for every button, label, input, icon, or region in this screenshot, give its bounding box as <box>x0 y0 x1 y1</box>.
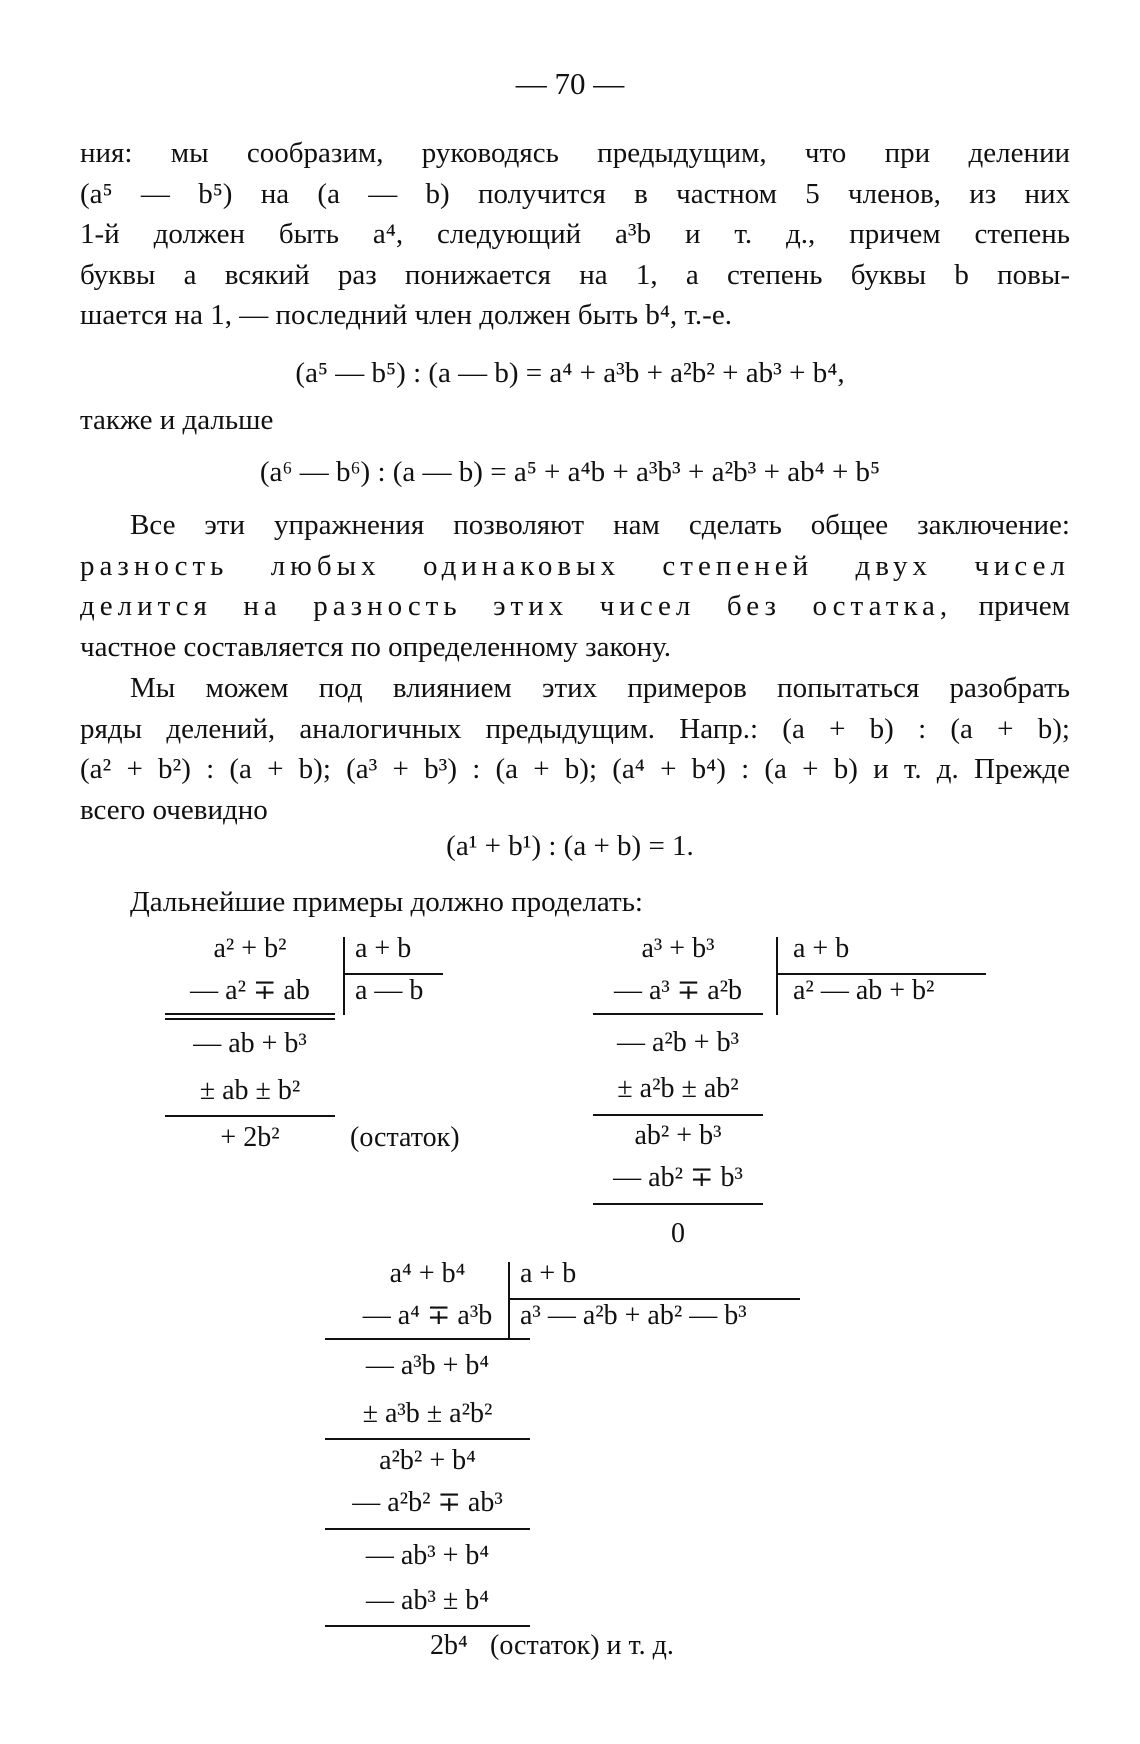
text-line: Все эти упражнения позволяют нам сделать общее заключение: <box>130 509 1070 541</box>
division-step: — a²b + b³ <box>616 1027 739 1058</box>
text-line <box>80 586 1070 627</box>
division-step: — ab + b³ <box>193 1028 307 1059</box>
quotient: a² — ab + b² <box>793 975 935 1006</box>
text-line: ния: мы сообразим, руководясь предыдущим, что при делении <box>80 137 1070 169</box>
rule-line <box>325 1438 530 1440</box>
division-step: — ab² ∓ b³ <box>613 1162 743 1193</box>
paragraph-1 <box>80 133 1070 336</box>
division-step: — a³b + b⁴ <box>365 1350 490 1381</box>
divisor: a + b <box>793 933 850 964</box>
conclusion-block <box>80 505 1070 667</box>
equation-3: (a¹ + b¹) : (a + b) = 1. <box>446 830 694 862</box>
division-step: — ab³ ± b⁴ <box>366 1585 489 1616</box>
paragraph-3 <box>80 668 1070 830</box>
divisor: a + b <box>355 933 412 964</box>
text-line: буквы a всякий раз понижается на 1, а степень буквы b повы- <box>80 258 1070 291</box>
division-step: — a² ∓ ab <box>190 975 310 1006</box>
dividend: a⁴ + b⁴ <box>389 1258 466 1289</box>
remainder-label: (остаток) и т. д. <box>490 1630 674 1661</box>
remainder: 2b⁴ <box>430 1630 468 1661</box>
divisor-bar <box>508 1262 510 1340</box>
rule-line <box>593 1013 763 1015</box>
division-step: — a³ ∓ a²b <box>613 975 743 1006</box>
remainder: + 2b² <box>220 1122 280 1153</box>
page-number: — 70 — <box>515 66 625 101</box>
text-line: Мы можем под влиянием этих примеров попытаться разобрать <box>130 672 1070 704</box>
text-line: (a² + b²) : (a + b); (a³ + b³) : (a + b); (a⁴ + b⁴) : (a + b) и т. д. Прежде <box>80 753 1070 785</box>
spaced-text: делится на разность этих чисел без остатка, <box>80 590 953 622</box>
divisor-bar <box>343 937 345 1015</box>
text-line: 1-й должен быть a⁴, следующий a³b и т. д., причем степень <box>80 218 1070 250</box>
rule-line <box>325 1528 530 1530</box>
text-line: частное составляется по определенному закону. <box>80 630 671 663</box>
division-step: ab² + b³ <box>634 1120 722 1151</box>
rule-line <box>593 1114 763 1116</box>
quotient: a³ — a²b + ab² — b³ <box>520 1300 747 1331</box>
rule-line <box>165 1115 335 1117</box>
spaced-text-line: разность любых одинаковых степеней двух чисел <box>80 549 1070 582</box>
remainder: 0 <box>671 1218 685 1249</box>
text-line: шается на 1, — последний член должен быть b⁴, т.-е. <box>80 299 732 331</box>
equation-1: (a⁵ — b⁵) : (a — b) = a⁴ + a³b + a²b² + ab³ + b⁴, <box>295 357 845 389</box>
divisor-bar <box>776 937 778 1015</box>
text-line: (a⁵ — b⁵) на (a — b) получится в частном 5 членов, из них <box>80 177 1070 210</box>
dividend: a² + b² <box>213 933 287 964</box>
dividend: a³ + b³ <box>641 933 715 964</box>
division-step: — ab³ + b⁴ <box>365 1540 490 1571</box>
equation-2: (a⁶ — b⁶) : (a — b) = a⁵ + a⁴b + a³b³ + a²b³ + ab⁴ + b⁵ <box>259 456 881 488</box>
division-step: a²b² + b⁴ <box>379 1445 476 1476</box>
division-step: ± a³b ± a²b² <box>362 1398 493 1429</box>
remainder-label: (остаток) <box>350 1122 460 1153</box>
rule-line <box>165 1018 335 1020</box>
text-line: всего очевидно <box>80 793 268 826</box>
quotient: a — b <box>355 975 424 1006</box>
division-step: ± ab ± b² <box>199 1075 301 1106</box>
text-line: ряды делений, аналогичных предыдущим. Напр.: (a + b) : (a + b); <box>80 712 1070 745</box>
divisor: a + b <box>520 1258 577 1289</box>
division-step: — a⁴ ∓ a³b <box>362 1300 493 1331</box>
text-span: причем <box>978 590 1070 622</box>
division-step: — a²b² ∓ ab³ <box>352 1487 503 1518</box>
rule-line <box>325 1625 530 1627</box>
division-step: ± a²b ± ab² <box>617 1073 739 1104</box>
rule-line <box>593 1203 763 1205</box>
rule-line <box>325 1338 530 1340</box>
text-line: Дальнейшие примеры должно проделать: <box>130 886 643 918</box>
text-line: также и дальше <box>80 404 274 436</box>
rule-line <box>165 1013 335 1015</box>
